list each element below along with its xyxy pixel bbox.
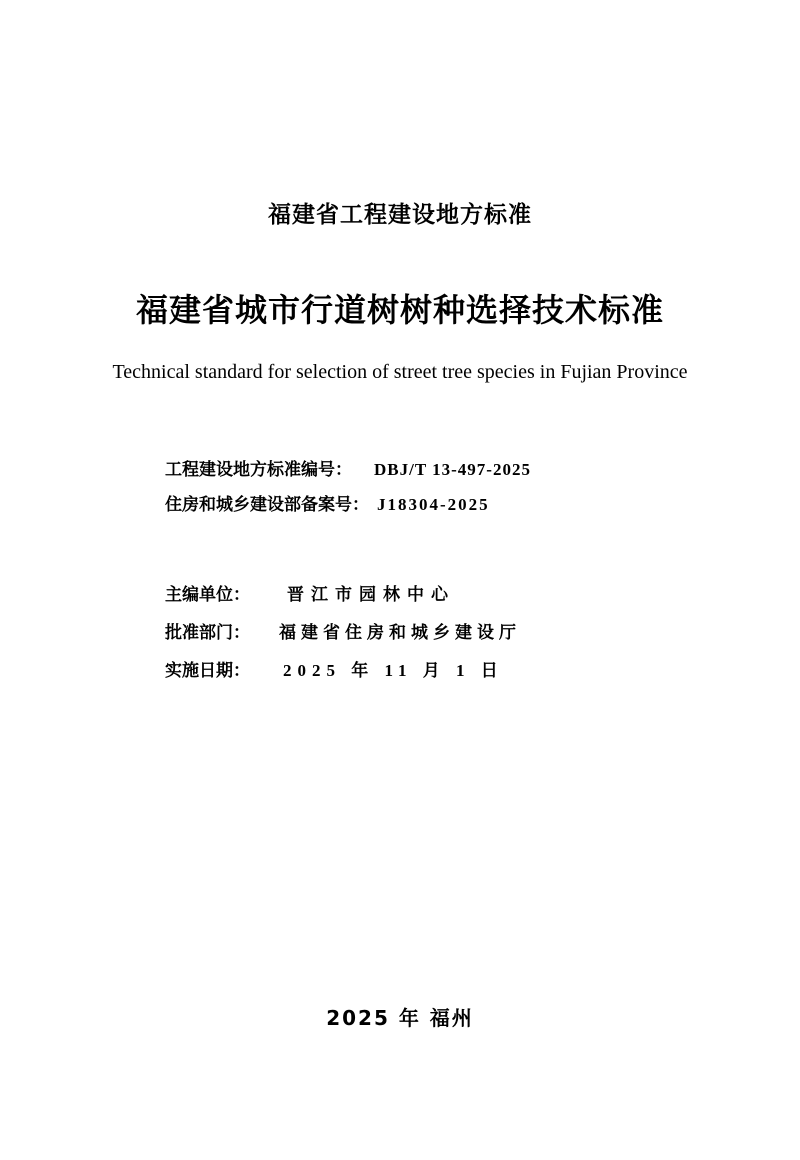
approval-department-label: 批准部门：: [165, 623, 250, 643]
effective-date-label: 实施日期：: [165, 661, 250, 681]
effective-date-value: 2025 年 11 月 1 日: [283, 661, 504, 680]
standard-code-value: DBJ/T 13-497-2025: [374, 460, 531, 479]
publication-info-block: [165, 580, 665, 694]
filing-code-value: J18304-2025: [377, 495, 490, 514]
english-title: Technical standard for selection of street tree species in Fujian Province: [112, 361, 688, 383]
chief-editor-label: 主编单位：: [165, 585, 250, 605]
standard-code-label: 工程建设地方标准编号：: [165, 460, 352, 480]
approval-department-value: 福建省住房和城乡建设厅: [279, 623, 521, 643]
standard-code-row: [165, 455, 665, 480]
series-title: 福建省工程建设地方标准: [268, 202, 532, 228]
approval-department-row: [165, 618, 665, 643]
publication-footer: 2025 年 福州: [326, 1006, 474, 1030]
effective-date-row: [165, 656, 665, 681]
standard-code-block: [165, 455, 665, 525]
filing-code-label: 住房和城乡建设部备案号：: [165, 495, 369, 515]
page-title: 福建省城市行道树树种选择技术标准: [135, 291, 664, 329]
chief-editor-value: 晋江市园林中心: [287, 585, 455, 605]
chief-editor-row: [165, 580, 665, 605]
filing-code-row: [165, 490, 665, 515]
